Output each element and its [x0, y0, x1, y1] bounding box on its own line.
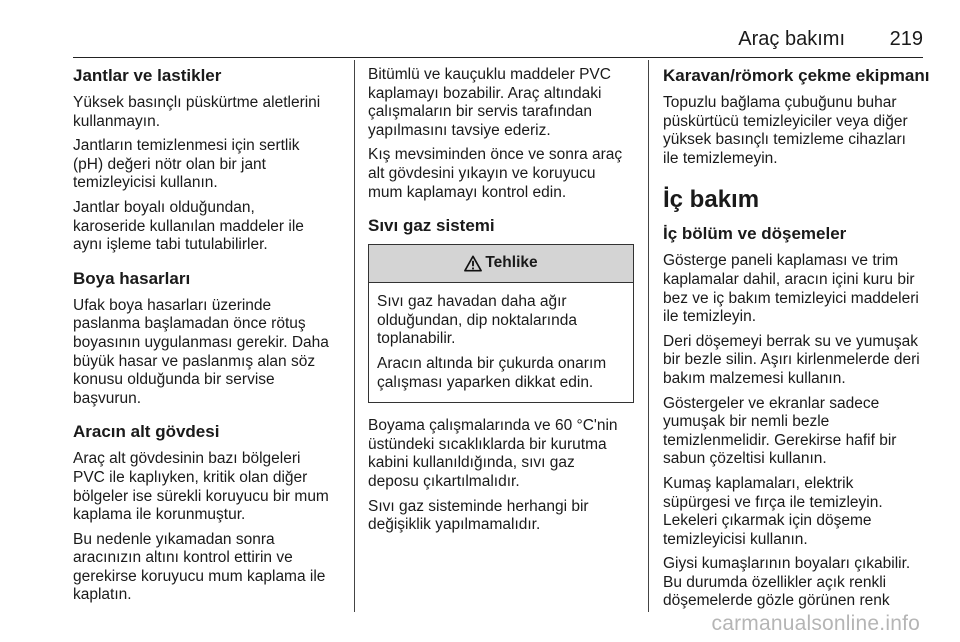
paragraph: Giysi kumaşlarının boyaları çıkabilir. Bu durumda özellikler açık renkli döşemelerde gözle görünen renk — [663, 555, 911, 610]
danger-box-title: Tehlike — [485, 254, 538, 272]
paragraph: Boyama çalışmalarında ve 60 °C'nin üstündeki sıcaklıklarda bir kurutma kabini kullanıldığında, sıvı gaz deposu çıkartılmalıdır. — [368, 417, 618, 490]
danger-box-header — [369, 245, 633, 283]
paragraph: Kış mevsiminden önce ve sonra araç alt gövdesini yıkayın ve koruyucu mum kaplamayı kontrol edin. — [368, 146, 623, 201]
watermark: carmanualsonline.info — [711, 612, 920, 635]
column-1 — [73, 66, 353, 611]
paragraph: Jantlar boyalı olduğundan, karoseride kullanılan maddeler ile aynı işleme tabi tutulabilirler. — [73, 198, 304, 254]
column-3 — [663, 66, 933, 617]
danger-box — [368, 244, 634, 403]
paragraph: Yüksek basınçlı püskürtme aletlerini kullanmayın. — [73, 94, 321, 130]
page-header — [0, 0, 960, 56]
warning-triangle-icon — [464, 255, 482, 272]
heading-underbody: Aracın alt gövdesi — [73, 422, 220, 442]
heading-trailer-hitch: Karavan/römork çekme ekipmanı — [663, 66, 930, 85]
header-divider — [73, 57, 923, 58]
heading-interior-upholstery: İç bölüm ve döşemeler — [663, 224, 847, 244]
heading-interior-care: İç bakım — [663, 186, 760, 214]
heading-tires: Jantlar ve lastikler — [73, 66, 222, 85]
paragraph: Ufak boya hasarları üzerinde paslanma başlamadan önce rötuş boyasının uygulanması gerekir. Daha büyük hasar ve paslanmış alan söz konusu olduğunda bir servise başvurun. — [73, 296, 329, 407]
heading-paint-damage: Boya hasarları — [73, 268, 191, 288]
column-2 — [368, 66, 634, 541]
column-divider-1 — [354, 60, 355, 612]
paragraph: Aracın altında bir çukurda onarım çalışması yaparken dikkat edin. — [377, 354, 607, 391]
paragraph: Sıvı gaz havadan daha ağır olduğundan, dip noktalarında toplanabilir. — [377, 293, 577, 348]
paragraph: Araç alt gövdesinin bazı bölgeleri PVC ile kaplıyken, kritik olan diğer bölgeler ise sürekli koruyucu bir mum kaplama ile korunmuştur. — [73, 450, 329, 524]
paragraph: Deri döşemeyi berrak su ve yumuşak bir bezle silin. Aşırı kirlenmelerde deri bakım malzemesi kullanın. — [663, 332, 920, 387]
paragraph: Jantların temizlenmesi için sertlik (pH) değeri nötr olan bir jant temizleyicisi kullanın. — [73, 137, 300, 192]
danger-box-body — [369, 283, 633, 402]
paragraph: Bitümlü ve kauçuklu maddeler PVC kaplamayı bozabilir. Araç altındaki çalışmaların bir servis tarafından yapılmasını tavsiye ederiz. — [368, 66, 611, 139]
paragraph: Bu nedenle yıkamadan sonra aracınızın altını kontrol ettirin ve gerekirse koruyucu mum kaplama ile kaplatın. — [73, 530, 326, 604]
section-title: Araç bakımı — [738, 28, 845, 50]
paragraph: Topuzlu bağlama çubuğunu buhar püskürtücü temizleyiciler veya diğer yüksek basınçlı temizleme cihazları ile temizlemeyin. — [663, 94, 908, 167]
paragraph: Göstergeler ve ekranlar sadece yumuşak bir nemli bezle temizlenmelidir. Gerekirse hafif bir sabun çözeltisi kullanın. — [663, 394, 897, 468]
paragraph: Gösterge paneli kaplaması ve trim kaplamalar dahil, aracın içini kuru bir bez ve iç bakım temizleyici maddeleri ile temizleyin. — [663, 252, 919, 326]
column-divider-2 — [648, 60, 649, 612]
paragraph: Sıvı gaz sisteminde herhangi bir değişiklik yapılmamalıdır. — [368, 497, 589, 534]
paragraph: Kumaş kaplamaları, elektrik süpürgesi ve fırça ile temizleyin. Lekeleri çıkarmak için döşeme temizleyicisi kullanın. — [663, 474, 883, 548]
page-number: 219 — [889, 28, 923, 50]
heading-lpg-system: Sıvı gaz sistemi — [368, 216, 495, 236]
